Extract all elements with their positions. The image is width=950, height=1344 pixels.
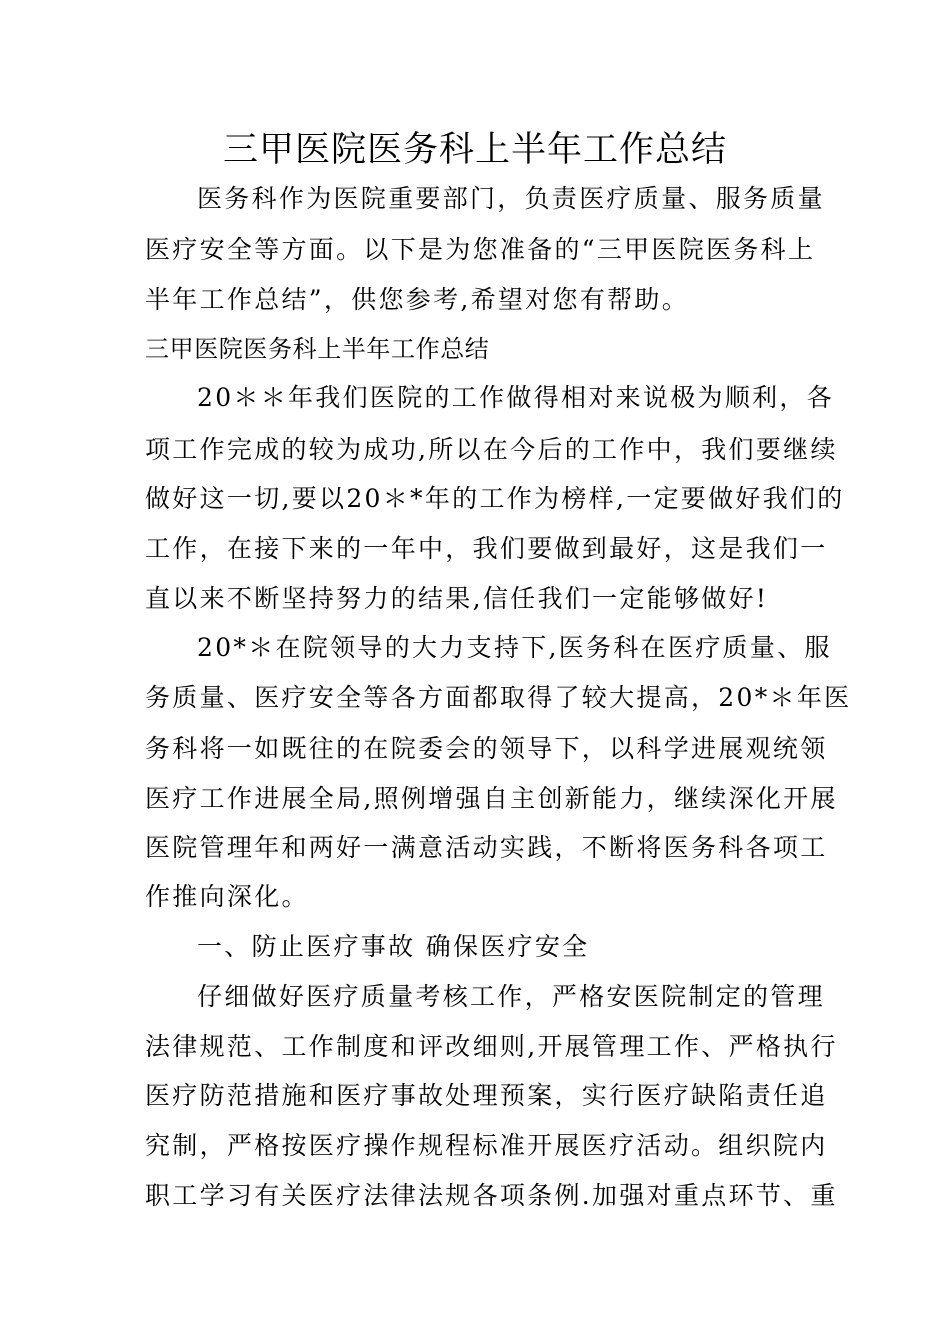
paragraph-line: 医务科作为医院重要部门，负责医疗质量、服务质量 (197, 184, 825, 213)
paragraph-line: 医疗工作进展全局,照例增强自主创新能力，继续深化开展 (145, 784, 838, 813)
paragraph-line: 作推向深化。 (145, 882, 309, 911)
paragraph-line: 20＊＊年我们医院的工作做得相对来说极为顺利，各 (197, 383, 835, 412)
paragraph-line: 做好这一切,要以20＊*年的工作为榜样,一定要做好我们的 (145, 484, 845, 513)
paragraph-line: 直以来不断坚持努力的结果,信任我们一定能够做好! (145, 584, 769, 613)
paragraph-line: 务质量、医疗安全等各方面都取得了较大提高，20*＊年医 (145, 683, 852, 712)
paragraph-line: 20*＊在院领导的大力支持下,医务科在医疗质量、服 (197, 633, 832, 662)
paragraph-line: 医疗防范措施和医疗事故处理预案，实行医疗缺陷责任追 (145, 1081, 828, 1110)
paragraph-line: 医院管理年和两好一满意活动实践，不断将医务科各项工 (145, 833, 828, 862)
paragraph-line: 法律规范、工作制度和评改细则,开展管理工作、严格执行 (145, 1032, 838, 1061)
document-title: 三甲医院医务科上半年工作总结 (222, 130, 727, 170)
paragraph-line: 职工学习有关医疗法律法规各项条例.加强对重点环节、重 (145, 1181, 838, 1210)
paragraph-line: 项工作完成的较为成功,所以在今后的工作中，我们要继续 (145, 435, 838, 464)
section-heading: 一、防止医疗事故 确保医疗安全 (197, 932, 590, 961)
section-heading: 三甲医院医务科上半年工作总结 (145, 335, 490, 363)
paragraph-line: 仔细做好医疗质量考核工作，严格安医院制定的管理 (197, 982, 825, 1011)
paragraph-line: 医疗安全等方面。以下是为您准备的“三甲医院医务科上 (145, 235, 816, 264)
paragraph-line: 究制，严格按医疗操作规程标准开展医疗活动。组织院内 (145, 1131, 828, 1160)
paragraph-line: 工作，在接下来的一年中，我们要做到最好，这是我们一 (145, 534, 828, 563)
paragraph-line: 务科将一如既往的在院委会的领导下，以科学进展观统领 (145, 734, 828, 763)
paragraph-line: 半年工作总结”，供您参考,希望对您有帮助。 (145, 285, 690, 314)
